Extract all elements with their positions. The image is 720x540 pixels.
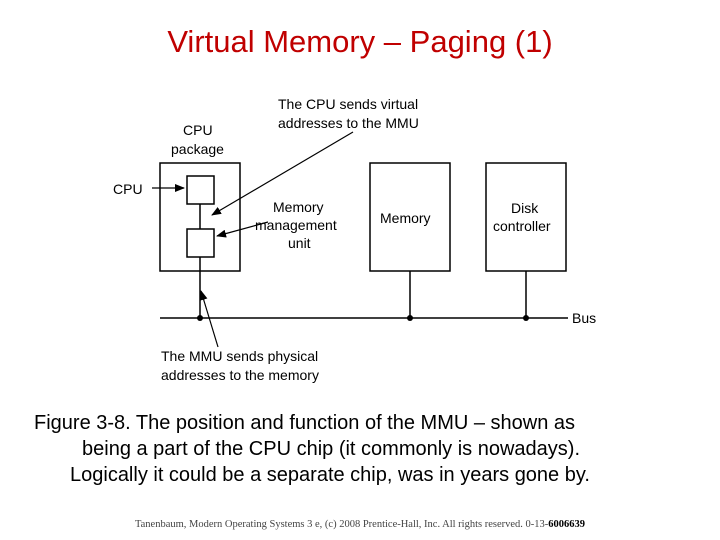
mmu-sends-label-2: addresses to the memory [161, 367, 319, 383]
mmu-box [187, 229, 214, 257]
caption-line-1: Figure 3-8. The position and function of the MMU – shown as [34, 412, 576, 434]
copyright-footer [0, 519, 720, 530]
mmu-label-2: management [255, 217, 337, 233]
bus-junction-mmu [197, 315, 203, 321]
cpu-package-label-2: package [171, 141, 224, 157]
cpu-label: CPU [113, 181, 143, 197]
mmu-label-3: unit [288, 235, 311, 251]
footer-isbn-tail: 6006639 [548, 519, 586, 530]
caption-line-3: Logically it could be a separate chip, was in years gone by. [70, 464, 590, 486]
cpu-sends-label: The CPU sends virtual [278, 96, 419, 112]
cpu-box [187, 176, 214, 204]
mmu-sends-label: The MMU sends physical [161, 348, 319, 364]
disk-label: Disk [511, 200, 539, 216]
cpu-package-label: CPU [183, 122, 213, 138]
cpu-sends-label-2: addresses to the MMU [278, 115, 419, 131]
bus-junction-memory [407, 315, 413, 321]
physical-address-arrow [201, 291, 218, 347]
caption-line-2: being a part of the CPU chip (it commonly is nowadays). [82, 438, 580, 460]
disk-controller-box [486, 163, 566, 271]
disk-label-2: controller [493, 218, 551, 234]
figure-caption [34, 410, 704, 488]
bus-junction-disk [523, 315, 529, 321]
slide-title: Virtual Memory – Paging (1) [167, 24, 553, 59]
bus-label: Bus [572, 310, 597, 326]
memory-label: Memory [380, 210, 431, 226]
mmu-label: Memory [273, 199, 324, 215]
footer-text: Tanenbaum, Modern Operating Systems 3 e, (c) 2008 Prentice-Hall, Inc. All rights reserved. 0-13- [134, 519, 549, 530]
